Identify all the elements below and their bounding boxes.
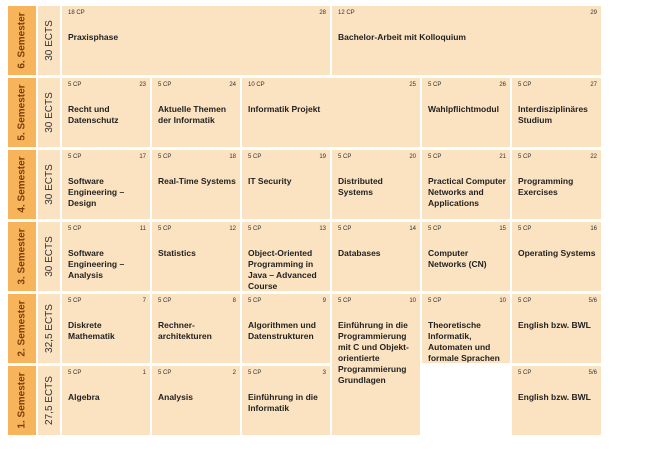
module-number: 28 [319, 10, 326, 16]
module-number: 2 [232, 370, 236, 376]
module-title: Computer Networks (CN) [428, 248, 487, 269]
module-title: Interdisziplinäres Studium [518, 104, 588, 125]
module-card [512, 78, 601, 147]
module-number: 10 [499, 298, 506, 304]
module-number: 19 [319, 154, 326, 160]
module-title: Software Engineering – Design [68, 176, 125, 208]
module-cp: 5 CP [68, 226, 82, 232]
module-cp: 5 CP [68, 82, 82, 88]
module-title: Statistics [158, 248, 196, 258]
module-title: Distributed Systems [338, 176, 383, 197]
module-cp: 5 CP [338, 154, 352, 160]
semester-label: 2. Semester [8, 294, 36, 363]
semester-label: 4. Semester [8, 150, 36, 219]
module-number: 16 [590, 226, 597, 232]
module-number: 24 [229, 82, 236, 88]
module-number: 8 [232, 298, 236, 304]
module-card [62, 78, 150, 147]
module-title: Rechner-architekturen [158, 320, 212, 341]
module-card [332, 222, 420, 291]
module-title: Programming Exercises [518, 176, 574, 197]
module-card [512, 150, 601, 219]
ects-label: 27,5 ECTS [38, 366, 60, 435]
module-number: 15 [499, 226, 506, 232]
module-title: Real-Time Systems [158, 176, 236, 186]
module-card [152, 294, 240, 363]
module-title: Aktuelle Themen der Informatik [158, 104, 227, 125]
ects-label: 30 ECTS [38, 222, 60, 291]
module-number: 29 [590, 10, 597, 16]
semester-label: 6. Semester [8, 6, 36, 75]
module-cp: 5 CP [338, 298, 352, 304]
module-cp: 18 CP [68, 10, 85, 16]
module-cp: 5 CP [518, 82, 532, 88]
ects-label: 32,5 ECTS [38, 294, 60, 363]
module-title: Informatik Projekt [248, 104, 321, 114]
module-number: 26 [499, 82, 506, 88]
module-number: 1 [142, 370, 146, 376]
module-cp: 5 CP [158, 154, 172, 160]
module-card [332, 6, 601, 75]
module-cp: 5 CP [68, 298, 82, 304]
module-cp: 5 CP [428, 154, 442, 160]
module-cp: 10 CP [248, 82, 265, 88]
module-title: Einführung in die Informatik [248, 392, 318, 413]
module-card [242, 222, 330, 291]
module-card [512, 366, 601, 435]
module-number: 10 [409, 298, 416, 304]
module-title: Practical Computer Networks and Applications [428, 176, 506, 208]
module-number: 25 [409, 82, 416, 88]
module-cp: 5 CP [338, 226, 352, 232]
module-title: Operating Systems [518, 248, 596, 258]
module-title: Software Engineering – Analysis [68, 248, 125, 280]
module-card [242, 294, 330, 363]
module-title: Wahlpflichtmodul [428, 104, 499, 114]
module-card [152, 78, 240, 147]
module-card [242, 78, 420, 147]
module-card [512, 222, 601, 291]
module-cp: 5 CP [158, 82, 172, 88]
module-cp: 5 CP [68, 154, 82, 160]
module-card [152, 366, 240, 435]
semester-label: 3. Semester [8, 222, 36, 291]
module-cp: 5 CP [158, 226, 172, 232]
module-cp: 12 CP [338, 10, 355, 16]
semester-label: 1. Semester [8, 366, 36, 435]
semester-label: 5. Semester [8, 78, 36, 147]
module-cp: 5 CP [248, 226, 262, 232]
module-card [422, 294, 510, 363]
module-number: 13 [319, 226, 326, 232]
module-card [242, 150, 330, 219]
module-cp: 5 CP [428, 298, 442, 304]
module-title: Theoretische Informatik, Automaten und formale Sprachen [428, 320, 500, 363]
module-card [152, 150, 240, 219]
module-title: Praxisphase [68, 32, 119, 42]
module-number: 20 [409, 154, 416, 160]
module-cp: 5 CP [518, 154, 532, 160]
module-title: Databases [338, 248, 381, 258]
module-cp: 5 CP [518, 226, 532, 232]
module-title: IT Security [248, 176, 292, 186]
module-card [512, 294, 601, 363]
module-number: 5/6 [588, 298, 597, 304]
module-card [332, 294, 420, 435]
module-card [242, 366, 330, 435]
ects-label: 30 ECTS [38, 150, 60, 219]
module-number: 22 [590, 154, 597, 160]
module-number: 12 [229, 226, 236, 232]
module-title: English bzw. BWL [518, 392, 591, 402]
module-title: English bzw. BWL [518, 320, 591, 330]
module-cp: 5 CP [428, 82, 442, 88]
module-title: Bachelor-Arbeit mit Kolloquium [338, 32, 466, 42]
module-cp: 5 CP [158, 370, 172, 376]
module-title: Einführung in die Programmierung mit C und Objekt-orientierte Programmierung Grundlagen [338, 320, 409, 385]
study-plan-grid [8, 6, 637, 442]
module-cp: 5 CP [248, 370, 262, 376]
module-cp: 5 CP [248, 154, 262, 160]
module-card [422, 78, 510, 147]
module-card [422, 150, 510, 219]
module-title: Algebra [68, 392, 100, 402]
module-number: 21 [499, 154, 506, 160]
module-cp: 5 CP [248, 298, 262, 304]
module-card [62, 294, 150, 363]
module-number: 3 [322, 370, 326, 376]
module-cp: 5 CP [428, 226, 442, 232]
ects-label: 30 ECTS [38, 78, 60, 147]
module-card [332, 150, 420, 219]
module-number: 23 [139, 82, 146, 88]
module-card [62, 222, 150, 291]
module-cp: 5 CP [518, 298, 532, 304]
module-number: 11 [139, 226, 146, 232]
module-number: 17 [139, 154, 146, 160]
module-card [152, 222, 240, 291]
module-card [62, 366, 150, 435]
module-cp: 5 CP [518, 370, 532, 376]
module-title: Object-Oriented Programming in Java – Advanced Course [248, 248, 317, 291]
module-title: Analysis [158, 392, 193, 402]
module-card [62, 150, 150, 219]
module-number: 27 [590, 82, 597, 88]
module-cp: 5 CP [68, 370, 82, 376]
module-number: 5/6 [588, 370, 597, 376]
module-number: 9 [322, 298, 326, 304]
module-number: 14 [409, 226, 416, 232]
module-number: 7 [142, 298, 146, 304]
module-number: 18 [229, 154, 236, 160]
module-title: Recht und Datenschutz [68, 104, 119, 125]
module-cp: 5 CP [158, 298, 172, 304]
module-title: Algorithmen und Datenstrukturen [248, 320, 316, 341]
module-card [422, 222, 510, 291]
ects-label: 30 ECTS [38, 6, 60, 75]
module-title: Diskrete Mathematik [68, 320, 115, 341]
module-card [62, 6, 330, 75]
